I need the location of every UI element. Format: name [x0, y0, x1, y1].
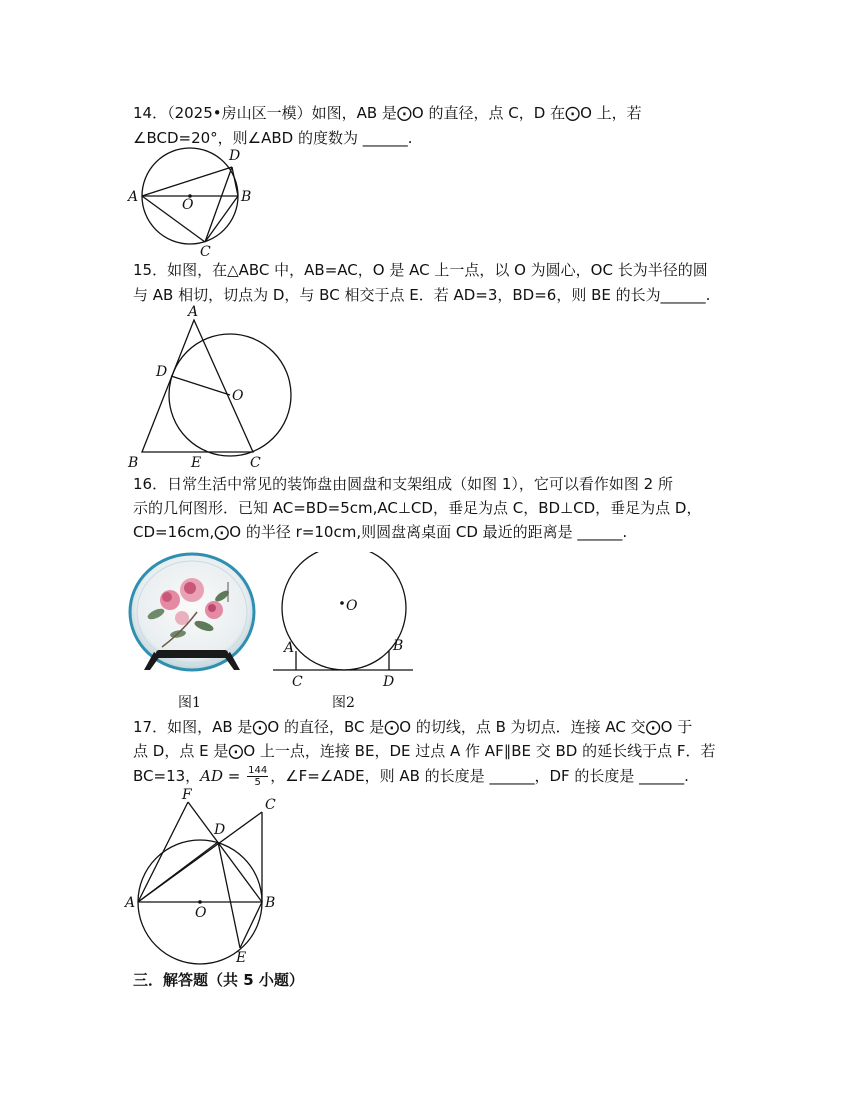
q14-chord-cb [205, 196, 238, 242]
q15-label-c: C [250, 455, 261, 471]
q16-figure1-plate [122, 552, 262, 712]
q14-label-o: O [182, 197, 194, 213]
q17-figure [124, 786, 284, 966]
q17-line-eb [240, 902, 262, 948]
q17-bc: BC=13， [133, 767, 201, 785]
q17-line3 [133, 765, 689, 788]
q17-label-a: A [125, 895, 136, 911]
q16-center-dot [340, 601, 344, 605]
q15-label-d: D [156, 364, 168, 380]
q17-fraction [247, 765, 268, 788]
q15-label-b: B [128, 455, 139, 471]
q15-label-o: O [232, 388, 244, 404]
q16-label-d: D [383, 674, 395, 690]
q15-triangle-abc [142, 320, 253, 452]
q17-ad: AD [200, 767, 224, 785]
q16-label-o: O [346, 598, 358, 614]
q16-fig2-caption: 图2 [332, 695, 355, 711]
q14-label-a: A [128, 189, 139, 205]
q17-fraction-den: 5 [254, 777, 261, 788]
q14-chord-ac [142, 196, 205, 242]
q16-circle [282, 552, 406, 670]
q17-line-af [138, 802, 188, 902]
q14-figure [125, 146, 255, 258]
q16-figure2 [270, 552, 420, 712]
q17-line-ad [138, 842, 218, 902]
q17-line1: 17．如图，AB 是⨀O 的直径，BC 是⨀O 的切线，点 B 为切点．连接 AC 交⨀O 于 [133, 718, 693, 736]
q14-line1: 14．（2025•房山区一模）如图，AB 是⨀O 的直径，点 C，D 在⨀O 上，若 [133, 104, 642, 122]
q15-figure [120, 302, 300, 472]
q14-label-d: D [229, 148, 241, 164]
q14-line2: ∠BCD=20°，则∠ABD 的度数为 ______. [133, 129, 413, 147]
stand-bar [156, 650, 228, 658]
flower-4 [175, 611, 189, 625]
q17-fraction-num: 144 [248, 765, 268, 776]
q17-rest: ，∠F=∠ADE，则 AB 的长度是 ______，DF 的长度是 ______. [270, 767, 689, 785]
q16-line3: CD=16cm,⨀O 的半径 r=10cm,则圆盘离桌面 CD 最近的距离是 ______. [133, 523, 628, 541]
q17-line2: 点 D，点 E 是⨀O 上一点，连接 BE，DE 过点 A 作 AF∥BE 交 BD 的延长线于点 F．若 [133, 742, 716, 760]
q14-chord-cd [205, 167, 232, 242]
q16-line2: 示的几何图形．已知 AC=BD=5cm,AC⊥CD，垂足为点 C，BD⊥CD，垂足为点 D， [133, 499, 702, 517]
q15-line2: 与 AB 相切，切点为 D，与 BC 相交于点 E．若 AD=3，BD=6，则 BE 的长为______. [133, 286, 711, 304]
q16-label-c: C [292, 674, 303, 690]
q17-line-fb [188, 802, 262, 902]
q15-line1: 15．如图，在△ABC 中，AB=AC，O 是 AC 上一点，以 O 为圆心，OC 长为半径的圆 [133, 261, 708, 279]
q15-label-e: E [191, 455, 202, 471]
q15-segment-do [171, 376, 230, 395]
q14-label-b: B [241, 189, 252, 205]
q17-label-d: D [214, 822, 226, 838]
q17-label-f: F [182, 787, 192, 803]
q17-label-e: E [236, 950, 247, 966]
q16-label-b: B [393, 638, 404, 654]
q16-label-a: A [284, 640, 295, 656]
q14-chord-db [232, 167, 238, 196]
section3-heading: 三．解答题（共 5 小题） [133, 971, 304, 989]
q14-chord-ad [142, 167, 232, 196]
q16-fig1-caption: 图1 [178, 695, 201, 711]
q16-line1: 16．日常生活中常见的装饰盘由圆盘和支架组成（如图 1），它可以看作如图 2 所 [133, 475, 673, 493]
q17-label-o: O [195, 905, 207, 921]
q14-label-c: C [200, 244, 211, 258]
q17-label-b: B [265, 895, 276, 911]
q17-center-dot [198, 900, 202, 904]
q15-label-a: A [188, 304, 199, 320]
q17-equals: = [223, 767, 246, 785]
q17-label-c: C [265, 797, 276, 813]
